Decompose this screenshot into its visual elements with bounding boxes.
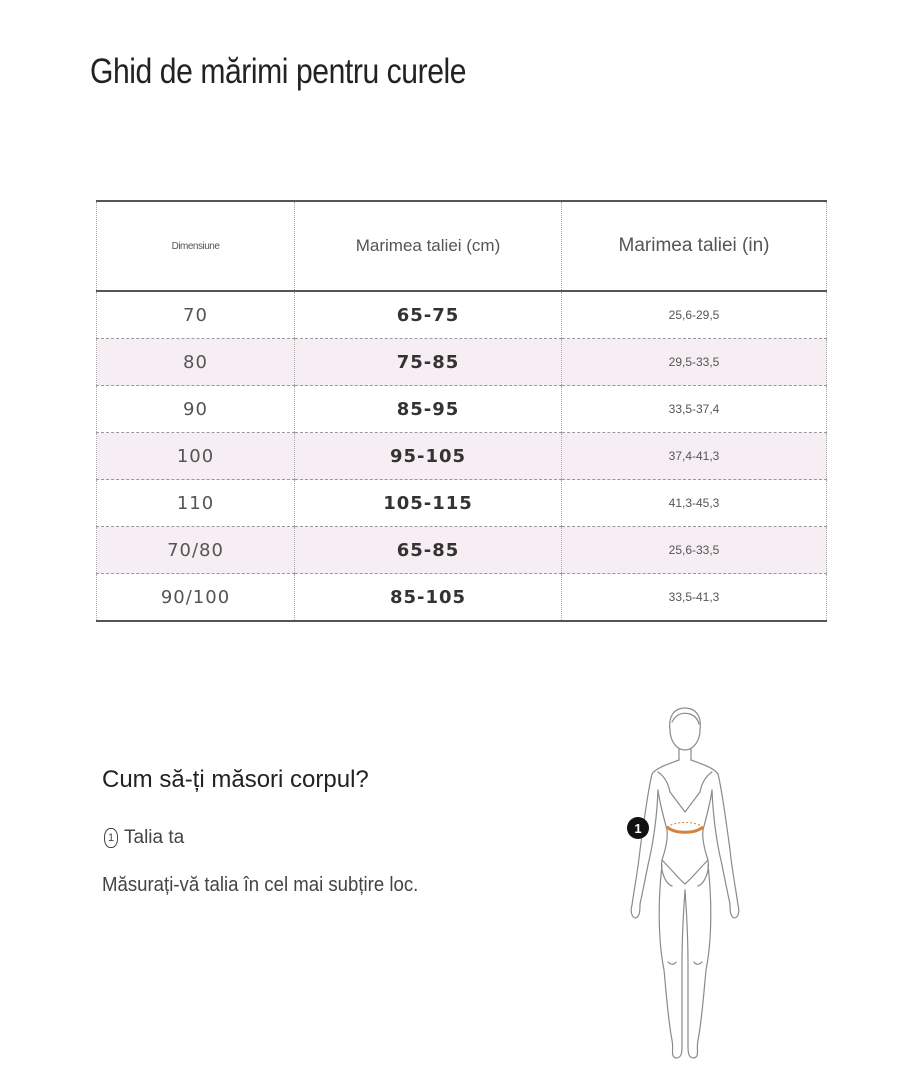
waist-measure-line-back <box>667 823 703 828</box>
cell-waist-cm: 85-95 <box>295 386 562 433</box>
table-row <box>97 574 827 622</box>
table-row <box>97 433 827 480</box>
waist-measure-line <box>667 827 703 832</box>
cell-waist-in: 25,6-33,5 <box>562 527 827 574</box>
table-row <box>97 480 827 527</box>
cell-dimension: 90 <box>97 386 295 433</box>
cell-dimension: 70 <box>97 291 295 339</box>
cell-waist-in: 37,4-41,3 <box>562 433 827 480</box>
cell-dimension: 70/80 <box>97 527 295 574</box>
cell-waist-cm: 65-75 <box>295 291 562 339</box>
measure-heading: Cum să-ți măsori corpul? <box>102 766 369 793</box>
table-row <box>97 386 827 433</box>
cell-waist-in: 25,6-29,5 <box>562 291 827 339</box>
waist-marker-number: 1 <box>634 821 642 836</box>
cell-waist-cm: 85-105 <box>295 574 562 622</box>
step-label: Talia ta <box>124 827 185 848</box>
cell-waist-in: 33,5-41,3 <box>562 574 827 622</box>
measure-instruction: Măsurați-vă talia în cel mai subțire loc. <box>102 874 419 896</box>
header-waist-in: Marimea taliei (in) <box>562 201 827 291</box>
cell-waist-in: 29,5-33,5 <box>562 339 827 386</box>
table-row <box>97 527 827 574</box>
cell-waist-cm: 65-85 <box>295 527 562 574</box>
cell-waist-cm: 75-85 <box>295 339 562 386</box>
figure-outline <box>631 708 739 1058</box>
page-title: Ghid de mărimi pentru curele <box>90 52 467 91</box>
cell-dimension: 90/100 <box>97 574 295 622</box>
table-header-row <box>97 201 827 291</box>
table-row <box>97 339 827 386</box>
table-row <box>97 291 827 339</box>
cell-dimension: 80 <box>97 339 295 386</box>
size-chart-table <box>96 200 827 622</box>
header-dimension: Dimensiune <box>97 201 295 291</box>
step-number-badge: 1 <box>104 828 118 848</box>
cell-waist-in: 41,3-45,3 <box>562 480 827 527</box>
cell-dimension: 110 <box>97 480 295 527</box>
cell-waist-in: 33,5-37,4 <box>562 386 827 433</box>
body-figure-illustration <box>610 700 760 1065</box>
step-waist <box>104 827 184 849</box>
cell-waist-cm: 95-105 <box>295 433 562 480</box>
cell-waist-cm: 105-115 <box>295 480 562 527</box>
cell-dimension: 100 <box>97 433 295 480</box>
header-waist-cm: Marimea taliei (cm) <box>295 201 562 291</box>
